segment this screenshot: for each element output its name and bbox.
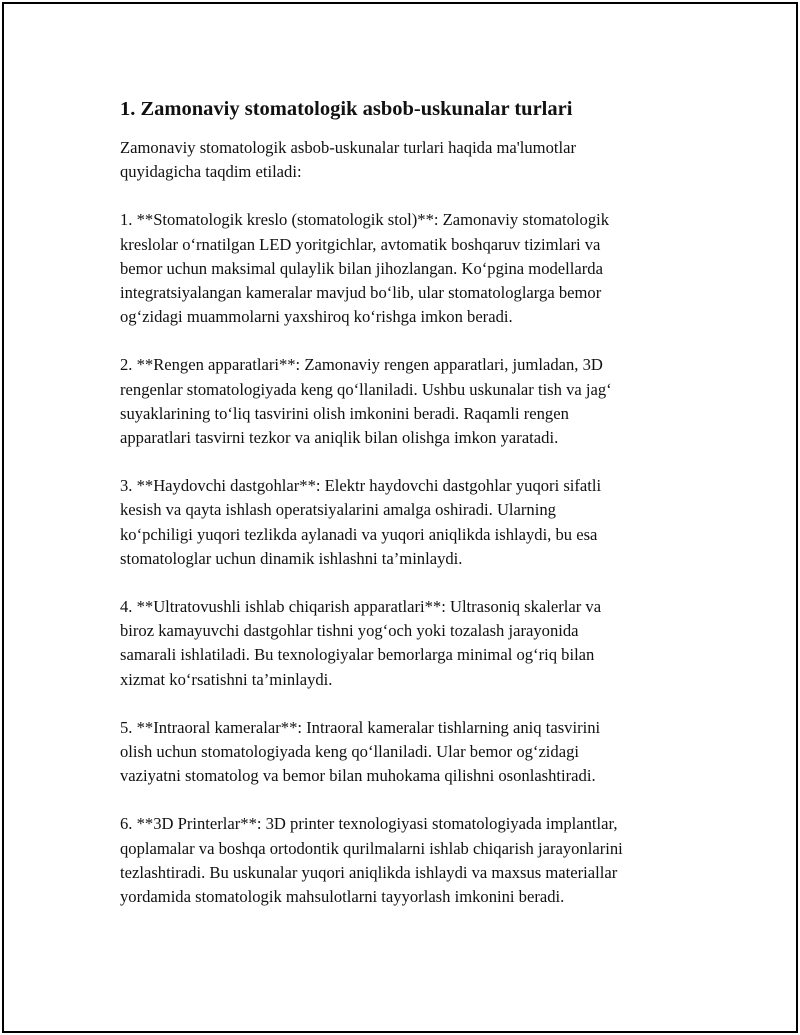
list-item: 5. **Intraoral kameralar**: Intraoral kameralar tishlarning aniq tasvirini olish uchun stomatologiyada keng qo‘llaniladi. Ular bemor og‘zidagi vaziyatni stomatolog va bemor bilan muhokama qilishni osonlashtiradi. — [120, 717, 601, 786]
section-heading: 1. Zamonaviy stomatologik asbob-uskunalar turlari — [120, 98, 573, 120]
list-item: 3. **Haydovchi dastgohlar**: Elektr haydovchi dastgohlar yuqori sifatli kesish va qayta ishlash operatsiyalarini amalga oshiradi. Ularning ko‘pchiligi yuqori tezlikda aylanadi va yuqori aniqlikda ishlaydi, bu esa stomatologlar uchun dinamik ishlashni ta’minlaydi. — [120, 476, 602, 568]
list-item: 2. **Rengen apparatlari**: Zamonaviy rengen apparatlari, jumladan, 3D rengenlar stomatologiyada keng qo‘llaniladi. Ushbu uskunalar tish va jag‘ suyaklarining to‘liq tasvirini olish imkonini beradi. Raqamli rengen apparatlari tasvirni tezkor va aniqlik bilan olishga imkon yaratadi. — [120, 355, 612, 448]
page-frame — [2, 2, 798, 1033]
list-item: 1. **Stomatologik kreslo (stomatologik stol)**: Zamonaviy stomatologik kreslolar o‘rnatilgan LED yoritgichlar, avtomatik boshqaruv tizimlari va bemor uchun maksimal qulaylik bilan jihozlangan. Ko‘pgina modellarda integratsiyalangan kameralar mavjud bo‘lib, ular stomatologlarga bemor og‘zidagi muammolarni yaxshiroq ko‘rishga imkon beradi. — [120, 210, 610, 327]
list-item: 6. **3D Printerlar**: 3D printer texnologiyasi stomatologiyada implantlar, qoplamalar va boshqa ortodontik qurilmalarni ishlab chiqarish jarayonlarini tezlashtiradi. Bu uskunalar yuqori aniqlikda ishlaydi va maxsus materiallar yordamida stomatologik mahsulotlarni tayyorlash imkonini beradi. — [120, 814, 623, 907]
intro-paragraph: Zamonaviy stomatologik asbob-uskunalar turlari haqida ma'lumotlar quyidagicha taqdim etiladi: — [120, 138, 576, 182]
document-body — [120, 96, 690, 933]
list-item: 4. **Ultratovushli ishlab chiqarish apparatlari**: Ultrasoniq skalerlar va biroz kamayuvchi dastgohlar tishni yog‘och yoki tozalash jarayonida samarali ishlatiladi. Bu texnologiyalar bemorlarga minimal og‘riq bilan xizmat ko‘rsatishni ta’minlaydi. — [120, 597, 602, 689]
